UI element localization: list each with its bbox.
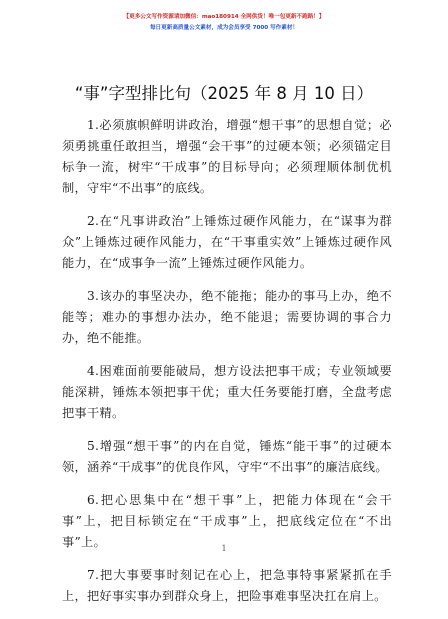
paragraph-2: 2.在“凡事讲政治”上锤炼过硬作风能力，在“谋事为群众”上锤炼过硬作风能力，在“干事重实效”上锤炼过硬作风能力，在“成事争一流”上锤炼过硬作风能力。 [62, 214, 392, 270]
paragraph-5: 5.增强“想干事”的内在自觉，锤炼“能干事”的过硬本领，涵养“干成事”的优良作风，守牢“不出事”的廉洁底线。 [62, 439, 392, 474]
page-number: 1 [221, 544, 227, 553]
promo-banner-blue: 每日更新高质量公文素材，成为会员享受 7000 写作素材！ [149, 25, 299, 31]
promo-banner-red: 【更多公文写作资源请加微信：mao180914 全网供货！唯一包更新不跑路！】 [123, 14, 325, 20]
paragraph-6: 6.把心思集中在“想干事”上，把能力体现在“会干事”上，把目标锁定在“干成事”上，把底线定位在“不出事”上。 [62, 493, 392, 549]
paragraph-3: 3.该办的事坚决办，绝不能拖；能办的事马上办，绝不能等；难办的事想办法办，绝不能退；需要协调的事合力办，绝不能推。 [62, 289, 392, 345]
document-title: “事”字型排比句（2025 年 8 月 10 日） [74, 84, 374, 103]
paragraph-1: 1.必须旗帜鲜明讲政治，增强“想干事”的思想自觉；必须勇挑重任敢担当，增强“会干事”的过硬本领；必须锚定目标争一流，树牢“干成事”的目标导向；必须理顺体制优机制，守牢“不出事”的底线。 [62, 118, 392, 195]
paragraph-7: 7.把大事要事时刻记在心上，把急事特事紧紧抓在手上，把好事实事办到群众身上，把险事难事坚决扛在肩上。 [62, 568, 392, 603]
paragraph-4: 4.困难面前要能破局，想方设法把事干成；专业领域要能深耕，锤炼本领把事干优；重大任务要能打磨，全盘考虑把事干精。 [62, 364, 392, 420]
